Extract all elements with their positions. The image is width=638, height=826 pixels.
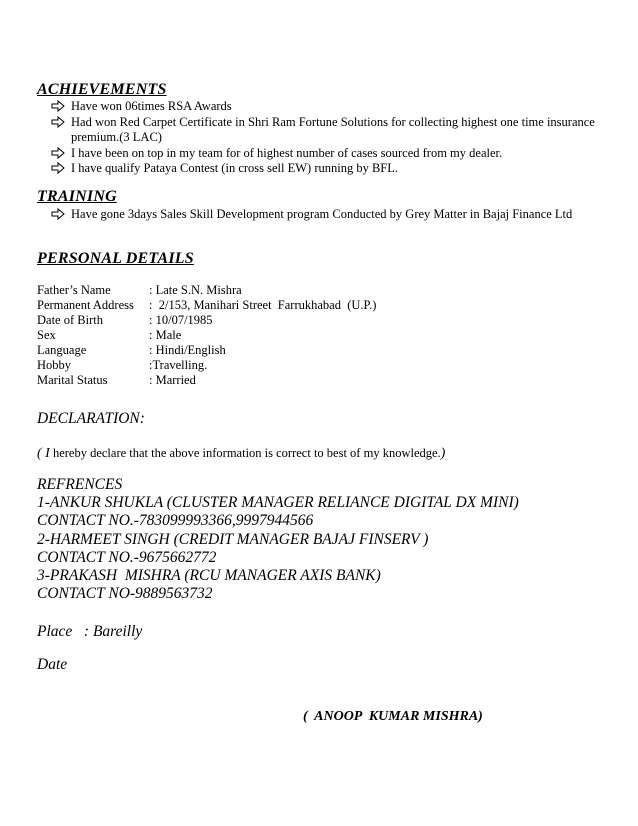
- detail-row: [37, 343, 376, 358]
- reference-line: CONTACT NO-9889563732: [37, 585, 213, 603]
- detail-label: Father’s Name: [37, 283, 111, 297]
- place-line: Place : Bareilly: [37, 623, 143, 640]
- reference-line: 1-ANKUR SHUKLA (CLUSTER MANAGER RELIANCE DIGITAL DX MINI): [37, 494, 519, 512]
- arrow-right-icon: [51, 207, 65, 221]
- references-heading: REFRENCES: [37, 476, 123, 493]
- detail-value: : Male: [149, 328, 182, 342]
- achievement-text: I have qualify Pataya Contest (in cross sell EW) running by BFL.: [71, 161, 399, 175]
- arrow-right-icon: [51, 99, 65, 113]
- training-heading: TRAINING: [37, 188, 117, 205]
- detail-label: Marital Status: [37, 373, 108, 387]
- arrow-right-icon: [51, 115, 65, 129]
- detail-label: Language: [37, 343, 87, 357]
- declaration-heading: DECLARATION:: [37, 410, 145, 427]
- achievement-text: Have won 06times RSA Awards: [71, 99, 232, 113]
- detail-value: : Married: [149, 373, 196, 387]
- detail-label: Hobby: [37, 358, 72, 372]
- detail-row: [37, 298, 376, 313]
- achievements-list: [51, 99, 611, 177]
- reference-line: 3-PRAKASH MISHRA (RCU MANAGER AXIS BANK): [37, 567, 381, 585]
- declaration-close-paren: ): [440, 446, 446, 461]
- reference-line: 2-HARMEET SINGH (CREDIT MANAGER BAJAJ FINSERV ): [37, 530, 429, 548]
- achievement-text-continued: premium.(3 LAC): [71, 130, 162, 144]
- detail-row: [37, 283, 376, 298]
- detail-value: : Hindi/English: [149, 343, 226, 357]
- achievements-heading: ACHIEVEMENTS: [37, 81, 167, 98]
- detail-row: [37, 328, 376, 343]
- list-item: [51, 115, 611, 146]
- arrow-right-icon: [51, 161, 65, 175]
- list-item: [51, 161, 611, 177]
- detail-value: :Travelling.: [149, 358, 208, 372]
- detail-value: : 10/07/1985: [149, 313, 213, 327]
- detail-label: Permanent Address: [37, 298, 134, 312]
- detail-label: Date of Birth: [37, 313, 103, 327]
- declaration-text: [37, 446, 445, 462]
- achievement-text: I have been on top in my team for of highest number of cases sourced from my dealer.: [71, 145, 503, 160]
- list-item: [51, 146, 611, 162]
- personal-details-heading: PERSONAL DETAILS: [37, 250, 194, 267]
- detail-row: [37, 358, 376, 373]
- training-text: Have gone 3days Sales Skill Development program Conducted by Grey Matter in Bajaj Finance Ltd: [71, 207, 573, 221]
- declaration-open-paren: ( I: [37, 446, 50, 461]
- detail-row: [37, 313, 376, 328]
- declaration-body: hereby declare that the above information is correct to best of my knowledge.: [49, 446, 441, 460]
- list-item: [51, 207, 611, 223]
- detail-value: : Late S.N. Mishra: [149, 283, 242, 297]
- detail-row: [37, 373, 376, 388]
- signature-name: ( ANOOP KUMAR MISHRA): [303, 709, 483, 724]
- detail-label: Sex: [37, 328, 56, 342]
- references-block: [37, 476, 519, 603]
- training-list: [51, 207, 611, 223]
- achievement-text: Had won Red Carpet Certificate in Shri Ram Fortune Solutions for collecting highest one time insurance: [71, 114, 595, 129]
- reference-line: CONTACT NO.-783099993366,9997944566: [37, 512, 314, 530]
- reference-line: CONTACT NO.-9675662772: [37, 548, 217, 566]
- list-item: [51, 99, 611, 115]
- arrow-right-icon: [51, 146, 65, 160]
- date-line: Date: [37, 656, 68, 673]
- detail-value: : 2/153, Manihari Street Farrukhabad (U.P.): [149, 298, 377, 312]
- personal-details-table: [37, 283, 376, 388]
